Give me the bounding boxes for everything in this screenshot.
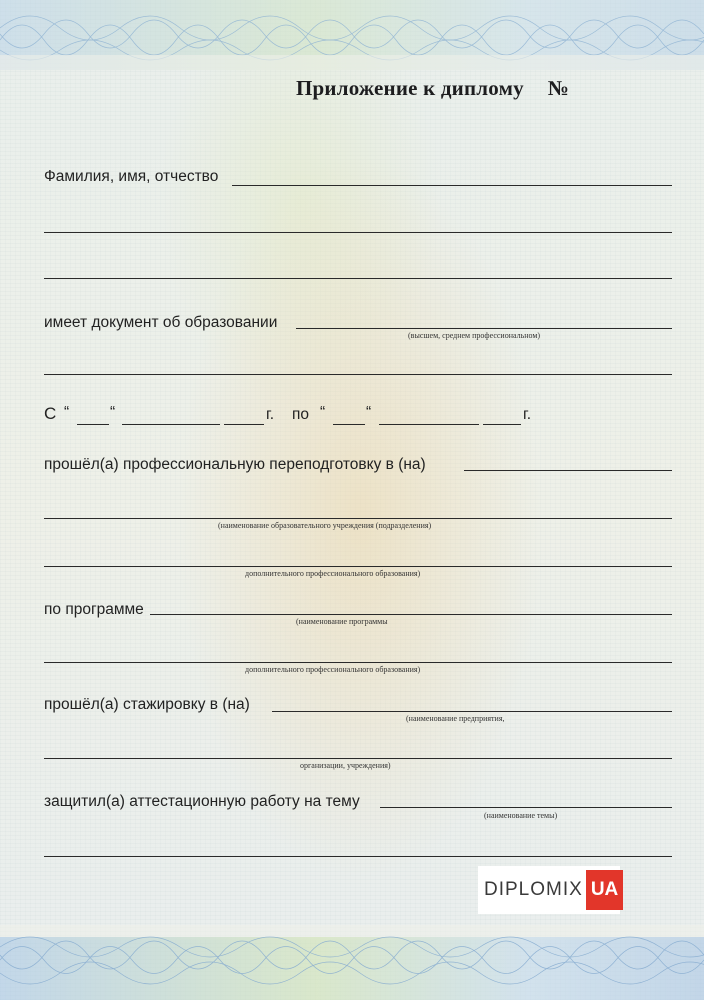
guilloche-border-bottom — [0, 925, 704, 1000]
program-label: по программе — [44, 601, 144, 618]
retraining-hint-2: дополнительного профессионального образования) — [245, 569, 421, 578]
education-doc-line-1[interactable] — [296, 328, 672, 329]
thesis-line-1[interactable] — [380, 807, 672, 808]
retraining-label: прошёл(а) профессиональную переподготовку в (на) — [44, 456, 426, 473]
retraining-hint-1: (наименование образовательного учреждения (подразделения) — [218, 521, 432, 530]
period-quote-close-2: “ — [366, 404, 372, 421]
period-month-to-line[interactable] — [379, 424, 479, 425]
title-text: Приложение к диплому — [296, 76, 524, 100]
education-doc-label: имеет документ об образовании — [44, 314, 278, 331]
period-to-word: по — [292, 406, 310, 423]
document-title — [296, 76, 569, 101]
full-name-line-1[interactable] — [232, 185, 672, 186]
education-doc-line-2[interactable] — [44, 374, 672, 375]
period-year-from-line[interactable] — [224, 424, 264, 425]
logo-brand-suffix: UA — [586, 870, 623, 910]
full-name-label: Фамилия, имя, отчество — [44, 168, 219, 185]
period-quote-open-2: “ — [320, 404, 326, 421]
program-hint-1: (наименование программы — [296, 617, 388, 626]
thesis-line-2[interactable] — [44, 856, 672, 857]
period-year-suffix-2: г. — [523, 406, 532, 423]
period-quote-close: “ — [110, 404, 116, 421]
internship-line-2[interactable] — [44, 758, 672, 759]
internship-hint-1: (наименование предприятия, — [406, 714, 505, 723]
program-line-2[interactable] — [44, 662, 672, 663]
thesis-label: защитил(а) аттестационную работу на тему — [44, 793, 360, 810]
internship-hint-2: организации, учреждения) — [300, 761, 391, 770]
education-doc-hint: (высшем, среднем профессиональном) — [408, 331, 541, 340]
period-quote-open: “ — [64, 404, 70, 421]
internship-label: прошёл(а) стажировку в (на) — [44, 696, 250, 713]
period-day-to-line[interactable] — [333, 424, 365, 425]
period-month-from-line[interactable] — [122, 424, 220, 425]
number-sign: № — [547, 76, 570, 100]
full-name-line-3[interactable] — [44, 278, 672, 279]
period-year-to-line[interactable] — [483, 424, 521, 425]
period-day-from-line[interactable] — [77, 424, 109, 425]
thesis-hint: (наименование темы) — [484, 811, 558, 820]
internship-line-1[interactable] — [272, 711, 672, 712]
period-year-suffix: г. — [266, 406, 275, 423]
full-name-line-2[interactable] — [44, 232, 672, 233]
program-hint-2: дополнительного профессионального образования) — [245, 665, 421, 674]
logo-brand-main: DIPLOMIX — [484, 879, 583, 900]
retraining-line-3[interactable] — [44, 566, 672, 567]
retraining-line-1[interactable] — [464, 470, 672, 471]
retraining-line-2[interactable] — [44, 518, 672, 519]
diplomix-logo — [478, 866, 620, 914]
period-from-prefix: С — [44, 404, 57, 423]
guilloche-border-top — [0, 0, 704, 70]
program-line-1[interactable] — [150, 614, 672, 615]
